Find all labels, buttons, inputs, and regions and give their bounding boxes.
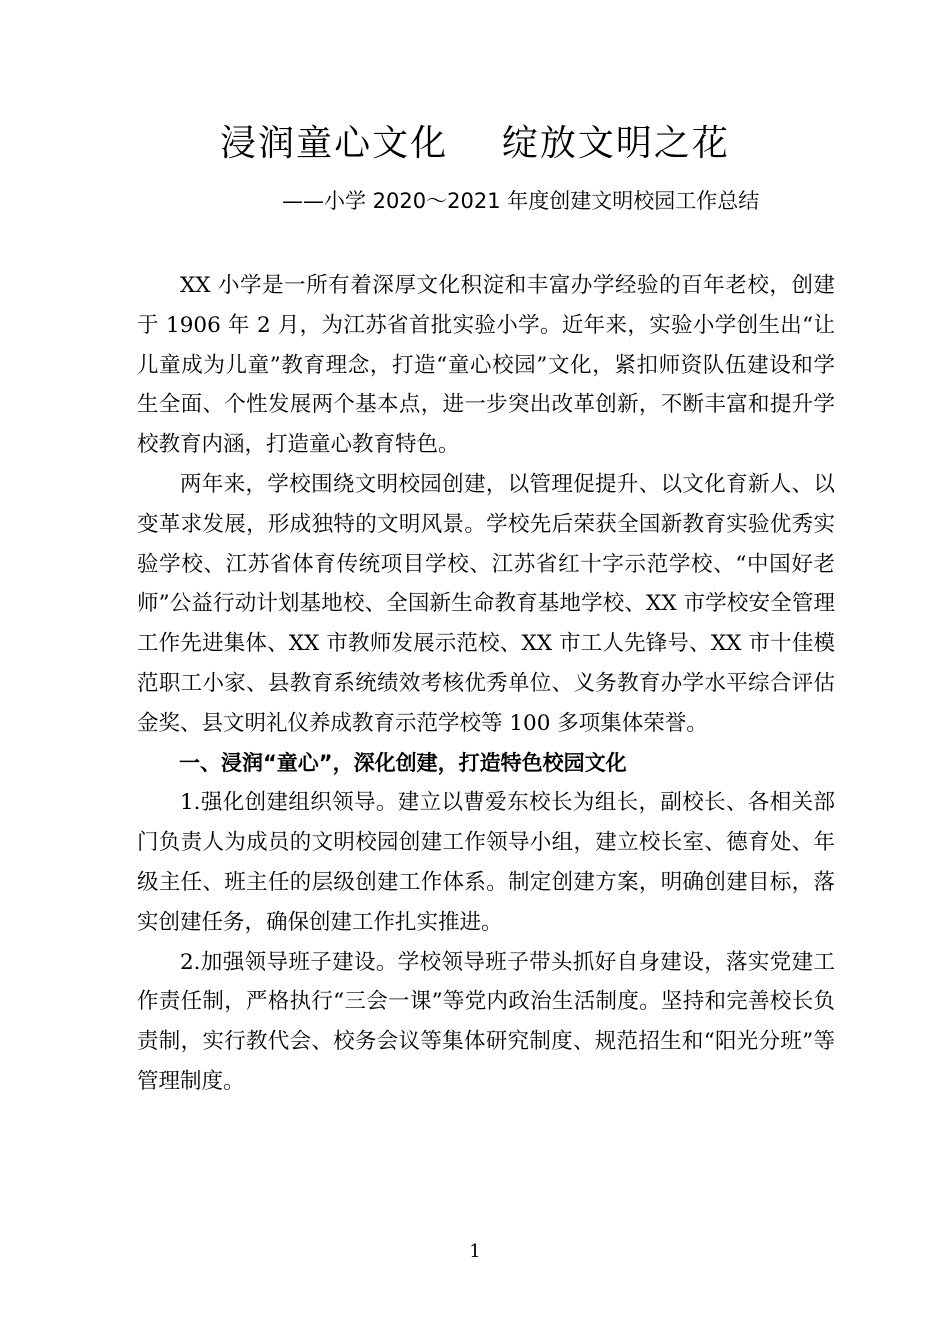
body-paragraph: 2.加强领导班子建设。学校领导班子带头抓好自身建设，落实党建工作责任制，严格执行“三会一课”等党内政治生活制度。坚持和完善校长负责制，实行教代会、校务会议等集体研究制度、规范招生和“阳光分班”等管理制度。 bbox=[137, 949, 835, 1094]
document-subtitle: ——小学 2020～2021 年度创建文明校园工作总结 bbox=[282, 189, 760, 213]
page-number: 1 bbox=[469, 1241, 481, 1262]
document-title: 浸润童心文化 绽放文明之花 bbox=[220, 123, 730, 164]
body-paragraph: 两年来，学校围绕文明校园创建，以管理促提升、以文化育新人、以变革求发展，形成独特的文明风景。学校先后荣获全国新教育实验优秀实验学校、江苏省体育传统项目学校、江苏省红十字示范学校、“中国好老师”公益行动计划基地校、全国新生命教育基地学校、XX 市学校安全管理工作先进集体、XX 市教师发展示范校、XX 市工人先锋号、XX 市十佳模范职工小家、县教育系统绩效考核优秀单位、义务教育办学水平综合评估金奖、县文明礼仪养成教育示范学校等 100 多项集体荣誉。 bbox=[137, 471, 835, 736]
body-paragraph: 1.强化创建组织领导。建立以曹爱东校长为组长，副校长、各相关部门负责人为成员的文明校园创建工作领导小组，建立校长室、德育处、年级主任、班主任的层级创建工作体系。制定创建方案，明确创建目标，落实创建任务，确保创建工作扎实推进。 bbox=[137, 790, 835, 935]
body-paragraph: XX 小学是一所有着深厚文化积淀和丰富办学经验的百年老校，创建于 1906 年 2 月，为江苏省首批实验小学。近年来，实验小学创生出“让儿童成为儿童”教育理念，打造“童心校园”文化，紧扣师资队伍建设和学生全面、个性发展两个基本点，进一步突出改革创新，不断丰富和提升学校教育内涵，打造童心教育特色。 bbox=[137, 273, 835, 458]
section-heading: 一、浸润“童心”，深化创建，打造特色校园文化 bbox=[179, 750, 627, 775]
document-body bbox=[137, 266, 835, 1102]
